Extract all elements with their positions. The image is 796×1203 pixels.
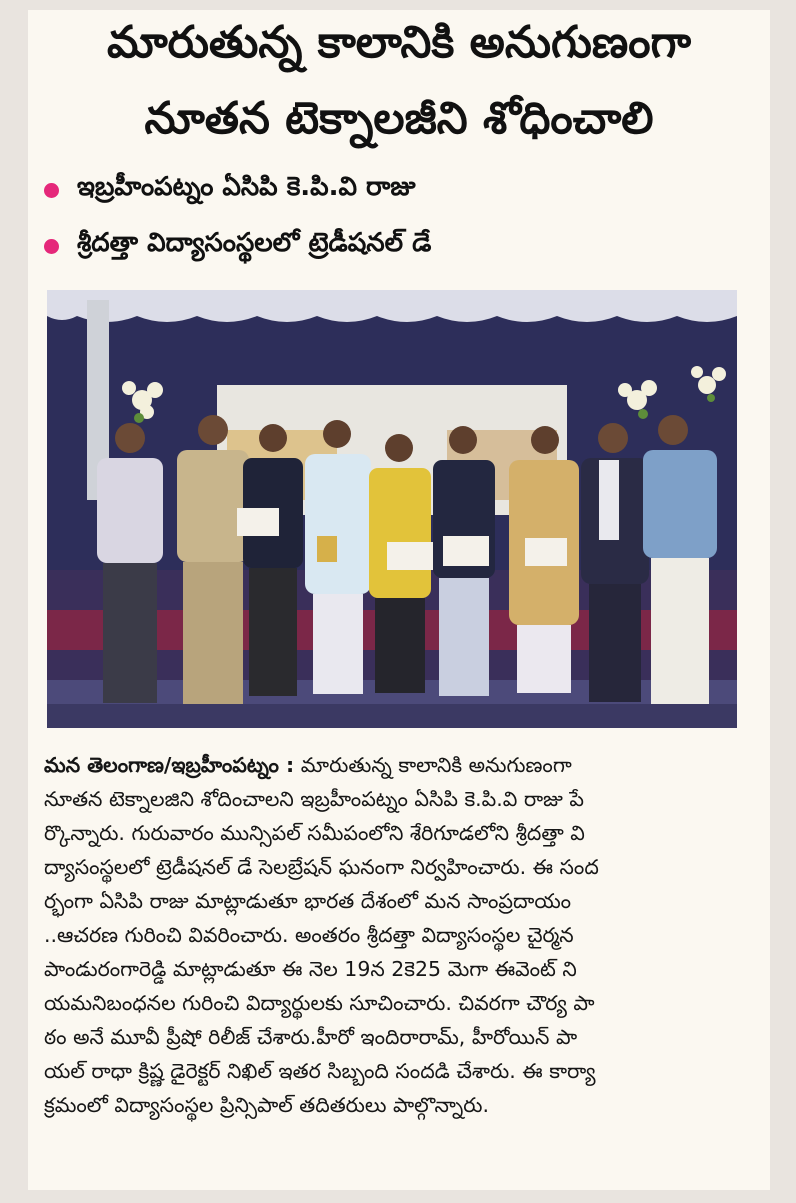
bullet-item — [44, 226, 431, 266]
bullet-text: ఇబ్రహీంపట్నం ఏసిపి కె.పి.వి రాజు — [77, 172, 416, 202]
article-line: ..ఆచరణ గురించి వివరించారు. అంతరం శ్రీదత్తా విద్యాసంస్థల చైర్మన — [44, 923, 574, 947]
article-line: పాండురంగారెడ్డి మాట్లాడుతూ ఈ నెల 19న 2కె25 మెగా ఈవెంట్ ని — [44, 957, 577, 981]
article-line: ర్కొన్నారు. గురువారం మున్సిపల్ సమీపంలోని శేరిగూడలోని శ్రీదత్తా వి — [44, 821, 585, 845]
bullet-dot-icon — [44, 183, 59, 198]
award-ceremony-photo — [47, 290, 737, 728]
bullet-text: శ్రీదత్తా విద్యాసంస్థలలో ట్రెడీషనల్ డే — [77, 228, 432, 258]
headline-line-1: మారుతున్న కాలానికి అనుగుణంగా — [106, 17, 692, 68]
article-line: నూతన టెక్నాలజిని శోదించాలని ఇబ్రహీంపట్నం ఏసిపి కె.పి.వి రాజు పే — [44, 787, 584, 811]
article-line: యమనిబంధనల గురించి విద్యార్థులకు సూచించారు. చివరగా చౌర్య పా — [44, 991, 595, 1015]
bullet-item — [44, 170, 416, 210]
article-line: ఠం అనే మూవీ ప్రీషో రిలీజ్ చేశారు.హీరో ఇందిరారామ్, హీరోయిన్ పా — [44, 1025, 578, 1049]
article-line: యల్ రాధా క్రిష్ణ డైరెక్టర్ నిఖిల్ ఇతర సిబ్బంది సందడి చేశారు. ఈ కార్యా — [44, 1059, 596, 1083]
article-line: మారుతున్న కాలానికి అనుగుణంగా — [300, 753, 572, 777]
article-first-line — [44, 748, 744, 782]
article-body — [44, 748, 744, 1122]
headline-line-2: నూతన టెక్నాలజీని శోధించాలి — [144, 93, 654, 144]
article-line: క్రమంలో విద్యాసంస్థల ప్రిన్సిపాల్ తదితరులు పాల్గొన్నారు. — [44, 1093, 490, 1117]
article-line: ద్యాసంస్థలలో ట్రెడీషనల్ డే సెలబ్రేషన్ ఘనంగా నిర్వహించారు. ఈ సంద — [44, 855, 599, 879]
article-dateline: మన తెలంగాణ/ఇబ్రహీంపట్నం : — [44, 753, 295, 777]
article-line: ర్భంగా ఏసిపి రాజు మాట్లాడుతూ భారత దేశంలో మన సాంప్రదాయం — [44, 889, 572, 913]
bullet-dot-icon — [44, 239, 59, 254]
